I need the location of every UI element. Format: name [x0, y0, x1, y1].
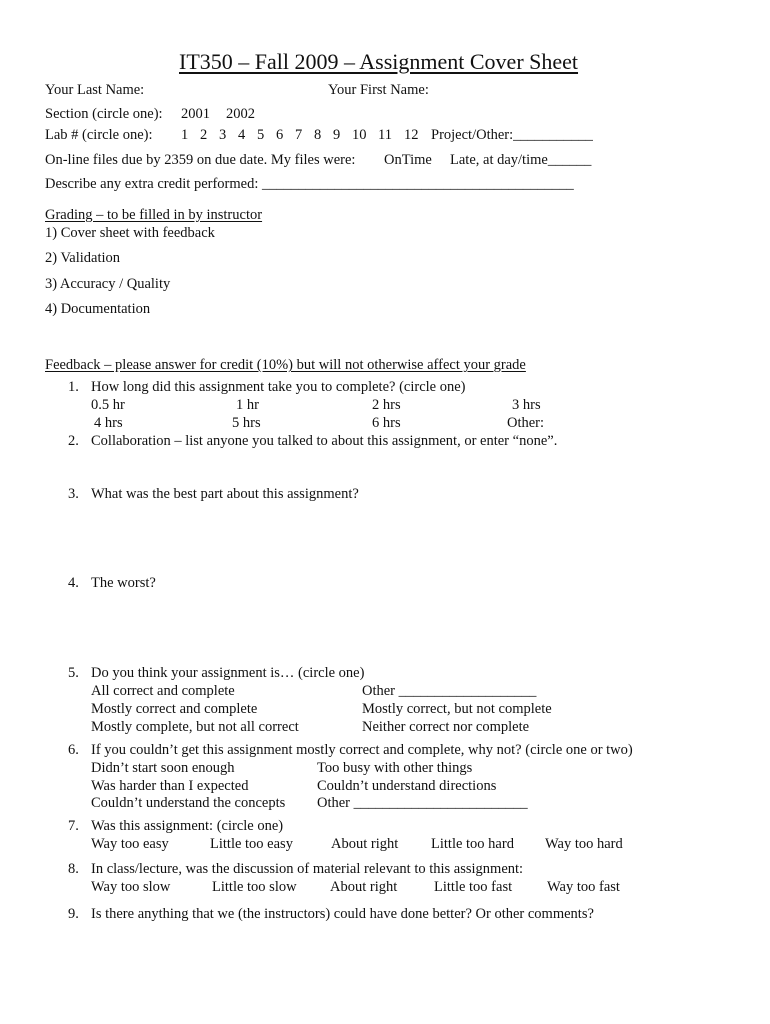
reason-option[interactable]: Couldn’t understand directions	[317, 778, 497, 794]
reason-option[interactable]: Other ________________________	[317, 795, 528, 811]
lab-option[interactable]: 4	[238, 127, 246, 143]
correctness-option[interactable]: Mostly correct and complete	[91, 701, 258, 717]
late-option[interactable]: Late, at day/time______	[450, 152, 592, 168]
correctness-option[interactable]: All correct and complete	[91, 683, 235, 699]
lab-option[interactable]: 6	[276, 127, 284, 143]
section-option-2002[interactable]: 2002	[226, 106, 255, 122]
ontime-option[interactable]: OnTime	[384, 152, 432, 168]
section-label: Section (circle one):	[45, 106, 163, 122]
lab-option[interactable]: 1	[181, 127, 189, 143]
question-number: 3.	[68, 486, 79, 502]
lab-option[interactable]: 9	[333, 127, 341, 143]
correctness-option[interactable]: Neither correct nor complete	[362, 719, 530, 735]
question-7-text: Was this assignment: (circle one)	[91, 818, 284, 834]
difficulty-option[interactable]: Little too hard	[431, 836, 514, 852]
difficulty-option[interactable]: Way too easy	[91, 836, 169, 852]
time-option[interactable]: 3 hrs	[512, 397, 541, 413]
question-number: 4.	[68, 575, 79, 591]
question-number: 8.	[68, 861, 79, 877]
reason-option[interactable]: Didn’t start soon enough	[91, 760, 235, 776]
question-number: 1.	[68, 379, 79, 395]
pace-option[interactable]: Way too fast	[547, 879, 620, 895]
pace-option[interactable]: Way too slow	[91, 879, 171, 895]
lab-option[interactable]: 12	[404, 127, 419, 143]
question-number: 9.	[68, 906, 79, 922]
time-option[interactable]: 1 hr	[236, 397, 259, 413]
question-4-text: The worst?	[91, 575, 156, 591]
grading-item: 1) Cover sheet with feedback	[45, 225, 215, 241]
lab-option[interactable]: 5	[257, 127, 265, 143]
difficulty-option[interactable]: Way too hard	[545, 836, 623, 852]
lab-project-other[interactable]: Project/Other:___________	[431, 127, 593, 143]
extra-credit-line[interactable]: Describe any extra credit performed: ___________________________________________	[45, 176, 574, 192]
reason-option[interactable]: Was harder than I expected	[91, 778, 249, 794]
question-number: 2.	[68, 433, 79, 449]
grading-item: 3) Accuracy / Quality	[45, 276, 171, 292]
time-option[interactable]: 2 hrs	[372, 397, 401, 413]
time-option[interactable]: 0.5 hr	[91, 397, 125, 413]
time-option[interactable]: 5 hrs	[232, 415, 261, 431]
last-name-label: Your Last Name:	[45, 82, 145, 98]
feedback-heading: Feedback – please answer for credit (10%) but will not otherwise affect your grade	[45, 357, 526, 373]
reason-option[interactable]: Couldn’t understand the concepts	[91, 795, 286, 811]
section-option-2001[interactable]: 2001	[181, 106, 210, 122]
pace-option[interactable]: Little too slow	[212, 879, 297, 895]
lab-option[interactable]: 2	[200, 127, 208, 143]
question-3-text: What was the best part about this assignment?	[91, 486, 359, 502]
question-6-text: If you couldn’t get this assignment mostly correct and complete, why not? (circle one or two)	[91, 742, 633, 758]
question-number: 5.	[68, 665, 79, 681]
lab-option[interactable]: 7	[295, 127, 303, 143]
online-files-label: On-line files due by 2359 on due date. My files were:	[45, 152, 356, 168]
lab-option[interactable]: 8	[314, 127, 322, 143]
lab-option[interactable]: 11	[378, 127, 392, 143]
lab-label: Lab # (circle one):	[45, 127, 153, 143]
correctness-option[interactable]: Other ___________________	[362, 683, 537, 699]
correctness-option[interactable]: Mostly correct, but not complete	[362, 701, 552, 717]
lab-option[interactable]: 10	[352, 127, 367, 143]
question-5-text: Do you think your assignment is… (circle one)	[91, 665, 365, 681]
question-1-text: How long did this assignment take you to complete? (circle one)	[91, 379, 466, 395]
question-number: 7.	[68, 818, 79, 834]
difficulty-option[interactable]: About right	[331, 836, 399, 852]
first-name-label: Your First Name:	[328, 82, 429, 98]
reason-option[interactable]: Too busy with other things	[317, 760, 473, 776]
correctness-option[interactable]: Mostly complete, but not all correct	[91, 719, 299, 735]
time-option-other[interactable]: Other:	[507, 415, 545, 431]
grading-item: 2) Validation	[45, 250, 121, 266]
question-number: 6.	[68, 742, 79, 758]
question-9-text: Is there anything that we (the instructors) could have done better? Or other comments?	[91, 906, 594, 922]
pace-option[interactable]: Little too fast	[434, 879, 513, 895]
question-8-text: In class/lecture, was the discussion of material relevant to this assignment:	[91, 861, 524, 877]
grading-heading: Grading – to be filled in by instructor	[45, 207, 263, 223]
time-option[interactable]: 4 hrs	[94, 415, 123, 431]
difficulty-option[interactable]: Little too easy	[210, 836, 293, 852]
pace-option[interactable]: About right	[330, 879, 398, 895]
time-option[interactable]: 6 hrs	[372, 415, 401, 431]
question-2-text: Collaboration – list anyone you talked to about this assignment, or enter “none”.	[91, 433, 558, 449]
lab-option[interactable]: 3	[219, 127, 227, 143]
page-title: IT350 – Fall 2009 – Assignment Cover Sheet	[179, 49, 579, 74]
grading-item: 4) Documentation	[45, 301, 151, 317]
